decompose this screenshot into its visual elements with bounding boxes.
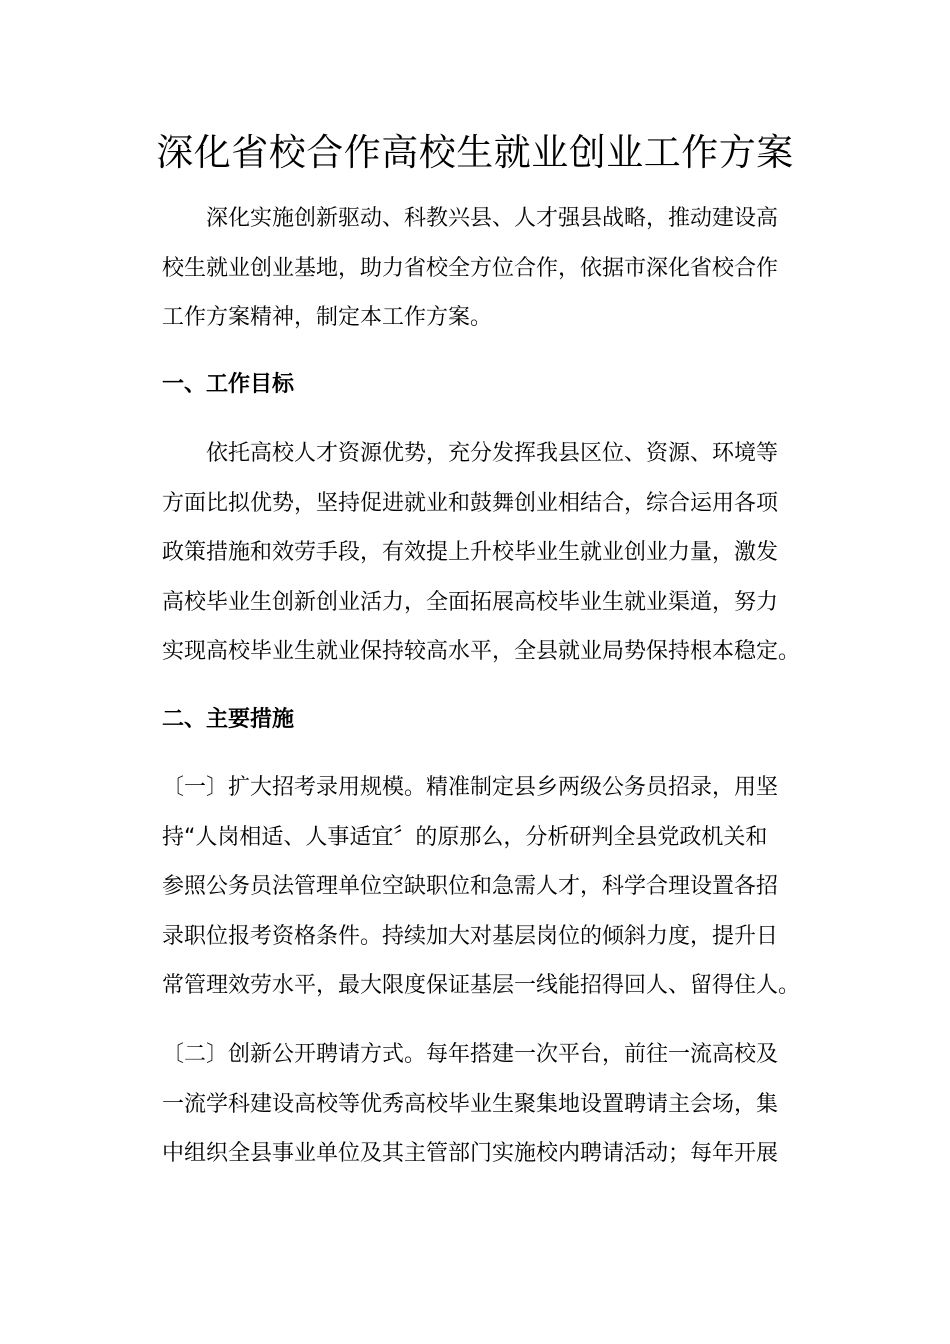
measure-line: 录职位报考资格条件。持续加大对基层岗位的倾斜力度，提升日 [162, 923, 779, 949]
measure-line: 一流学科建设高校等优秀高校毕业生聚集地设置聘请主会场，集 [162, 1091, 779, 1117]
goals-line: 高校毕业生创新创业活力，全面拓展高校毕业生就业渠道，努力 [162, 589, 779, 615]
section-heading-goals: 一、工作目标 [162, 372, 295, 397]
measure-line: 〔一〕扩大招考录用规模。精准制定县乡两级公务员招录，用坚 [162, 775, 779, 800]
goals-line: 方面比拟优势，坚持促进就业和鼓舞创业相结合，综合运用各项 [162, 490, 779, 516]
intro-line: 深化实施创新驱动、科教兴县、人才强县战略，推动建设高 [206, 206, 779, 231]
intro-paragraph [162, 194, 802, 343]
measure-line: 〔二〕创新公开聘请方式。每年搭建一次平台，前往一流高校及 [162, 1042, 779, 1067]
goals-line: 政策措施和效劳手段，有效提上升校毕业生就业创业力量，激发 [162, 540, 779, 565]
intro-line: 工作方案精神，制定本工作方案。 [162, 305, 493, 330]
measure-item-1 [162, 763, 802, 1011]
document-title: 深化省校合作高校生就业创业工作方案 [156, 131, 794, 174]
goals-paragraph [162, 429, 802, 677]
measure-item-2 [162, 1030, 802, 1179]
intro-line: 校生就业创业基地，助力省校全方位合作，依据市深化省校合作 [162, 255, 779, 281]
goals-line: 实现高校毕业生就业保持较高水平，全县就业局势保持根本稳定。 [162, 639, 801, 664]
goals-line: 依托高校人才资源优势，充分发挥我县区位、资源、环境等 [206, 441, 779, 466]
measure-line: 参照公务员法管理单位空缺职位和急需人才，科学合理设置各招 [162, 874, 779, 899]
measure-line: 常管理效劳水平，最大限度保证基层一线能招得回人、留得住人。 [162, 973, 801, 998]
section-heading-measures: 二、主要措施 [162, 707, 295, 732]
measure-line: 持“人岗相适、人事适宜〞的原那么，分析研判全县党政机关和 [162, 824, 768, 850]
measure-line: 中组织全县事业单位及其主管部门实施校内聘请活动；每年开展 [162, 1141, 779, 1166]
